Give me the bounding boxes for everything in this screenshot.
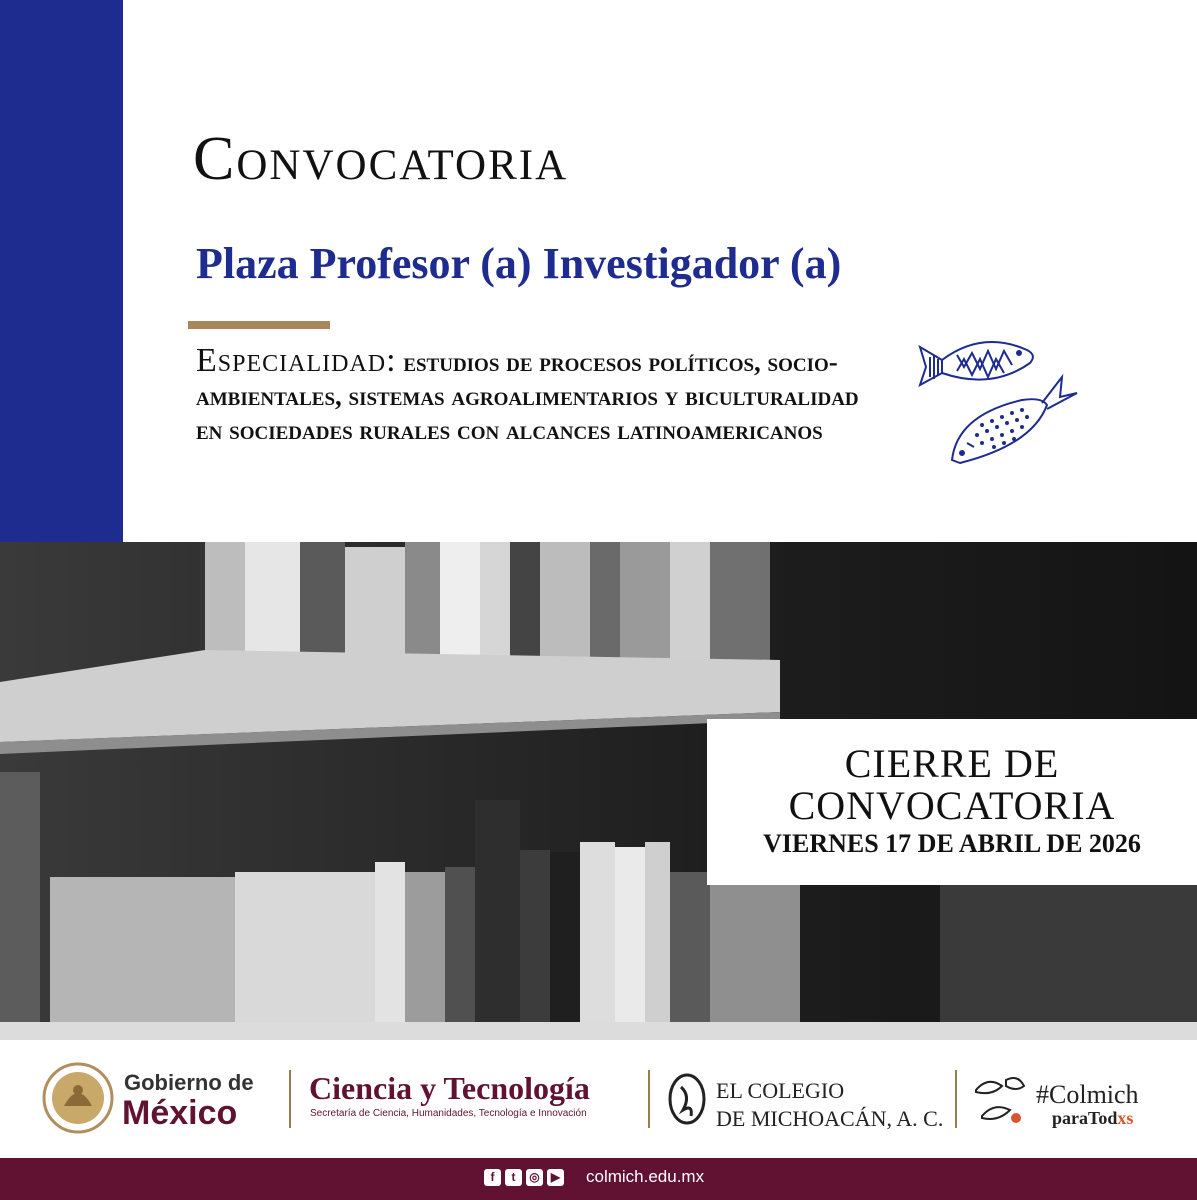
gold-divider [188, 321, 330, 329]
website-link[interactable]: colmich.edu.mx [586, 1167, 705, 1186]
facebook-icon[interactable]: f [484, 1169, 501, 1186]
closing-line-1: CIERRE DE [844, 741, 1060, 786]
colegio-line-2: DE MICHOACÁN, A. C. [716, 1106, 944, 1131]
instagram-icon[interactable]: ◎ [526, 1169, 543, 1186]
specialty-text: estudios de procesos políticos, socio-ambientales, sistemas agroalimentarios y biculturalidad en sociedades rurales con alcances latinoamericanos [196, 347, 859, 445]
gobierno-line-1: Gobierno de [124, 1070, 254, 1095]
hashtag-fish-icon [972, 1072, 1034, 1128]
colegio-line-1: EL COLEGIO [716, 1078, 845, 1103]
logo-divider [289, 1070, 291, 1128]
logo-divider [955, 1070, 957, 1128]
hashtag-line-2 [1052, 1108, 1133, 1129]
closing-line-2: CONVOCATORIA [788, 783, 1116, 828]
specialty-block [196, 344, 876, 447]
social-icons [484, 1169, 564, 1186]
announcement-title: Convocatoria [193, 125, 569, 193]
hashtag-line-1: #Colmich [1036, 1080, 1139, 1109]
gobierno-line-2: México [122, 1094, 238, 1132]
hashtag-xs: xs [1117, 1108, 1134, 1128]
hashtag-para-todo: paraTod [1052, 1108, 1118, 1128]
footer-bar [0, 1158, 1197, 1200]
closing-date: VIERNES 17 DE ABRIL DE 2026 [763, 829, 1141, 858]
closing-date-box [707, 719, 1197, 885]
position-subtitle: Plaza Profesor (a) Investigador (a) [196, 239, 842, 288]
mexico-eagle-emblem-icon [40, 1060, 116, 1136]
youtube-icon[interactable]: ▶ [547, 1169, 564, 1186]
logos-bar [0, 1040, 1197, 1158]
blue-side-bar [0, 0, 123, 542]
colmich-emblem-icon [667, 1072, 707, 1126]
specialty-label: Especialidad: [196, 342, 397, 379]
twitter-icon[interactable]: t [505, 1169, 522, 1186]
fish-illustration-icon [912, 325, 1082, 475]
ciencia-tecnologia-subtitle: Secretaría de Ciencia, Humanidades, Tecnología e Innovación [310, 1108, 587, 1119]
ciencia-tecnologia-title: Ciencia y Tecnología [309, 1070, 590, 1106]
logo-divider [648, 1070, 650, 1128]
